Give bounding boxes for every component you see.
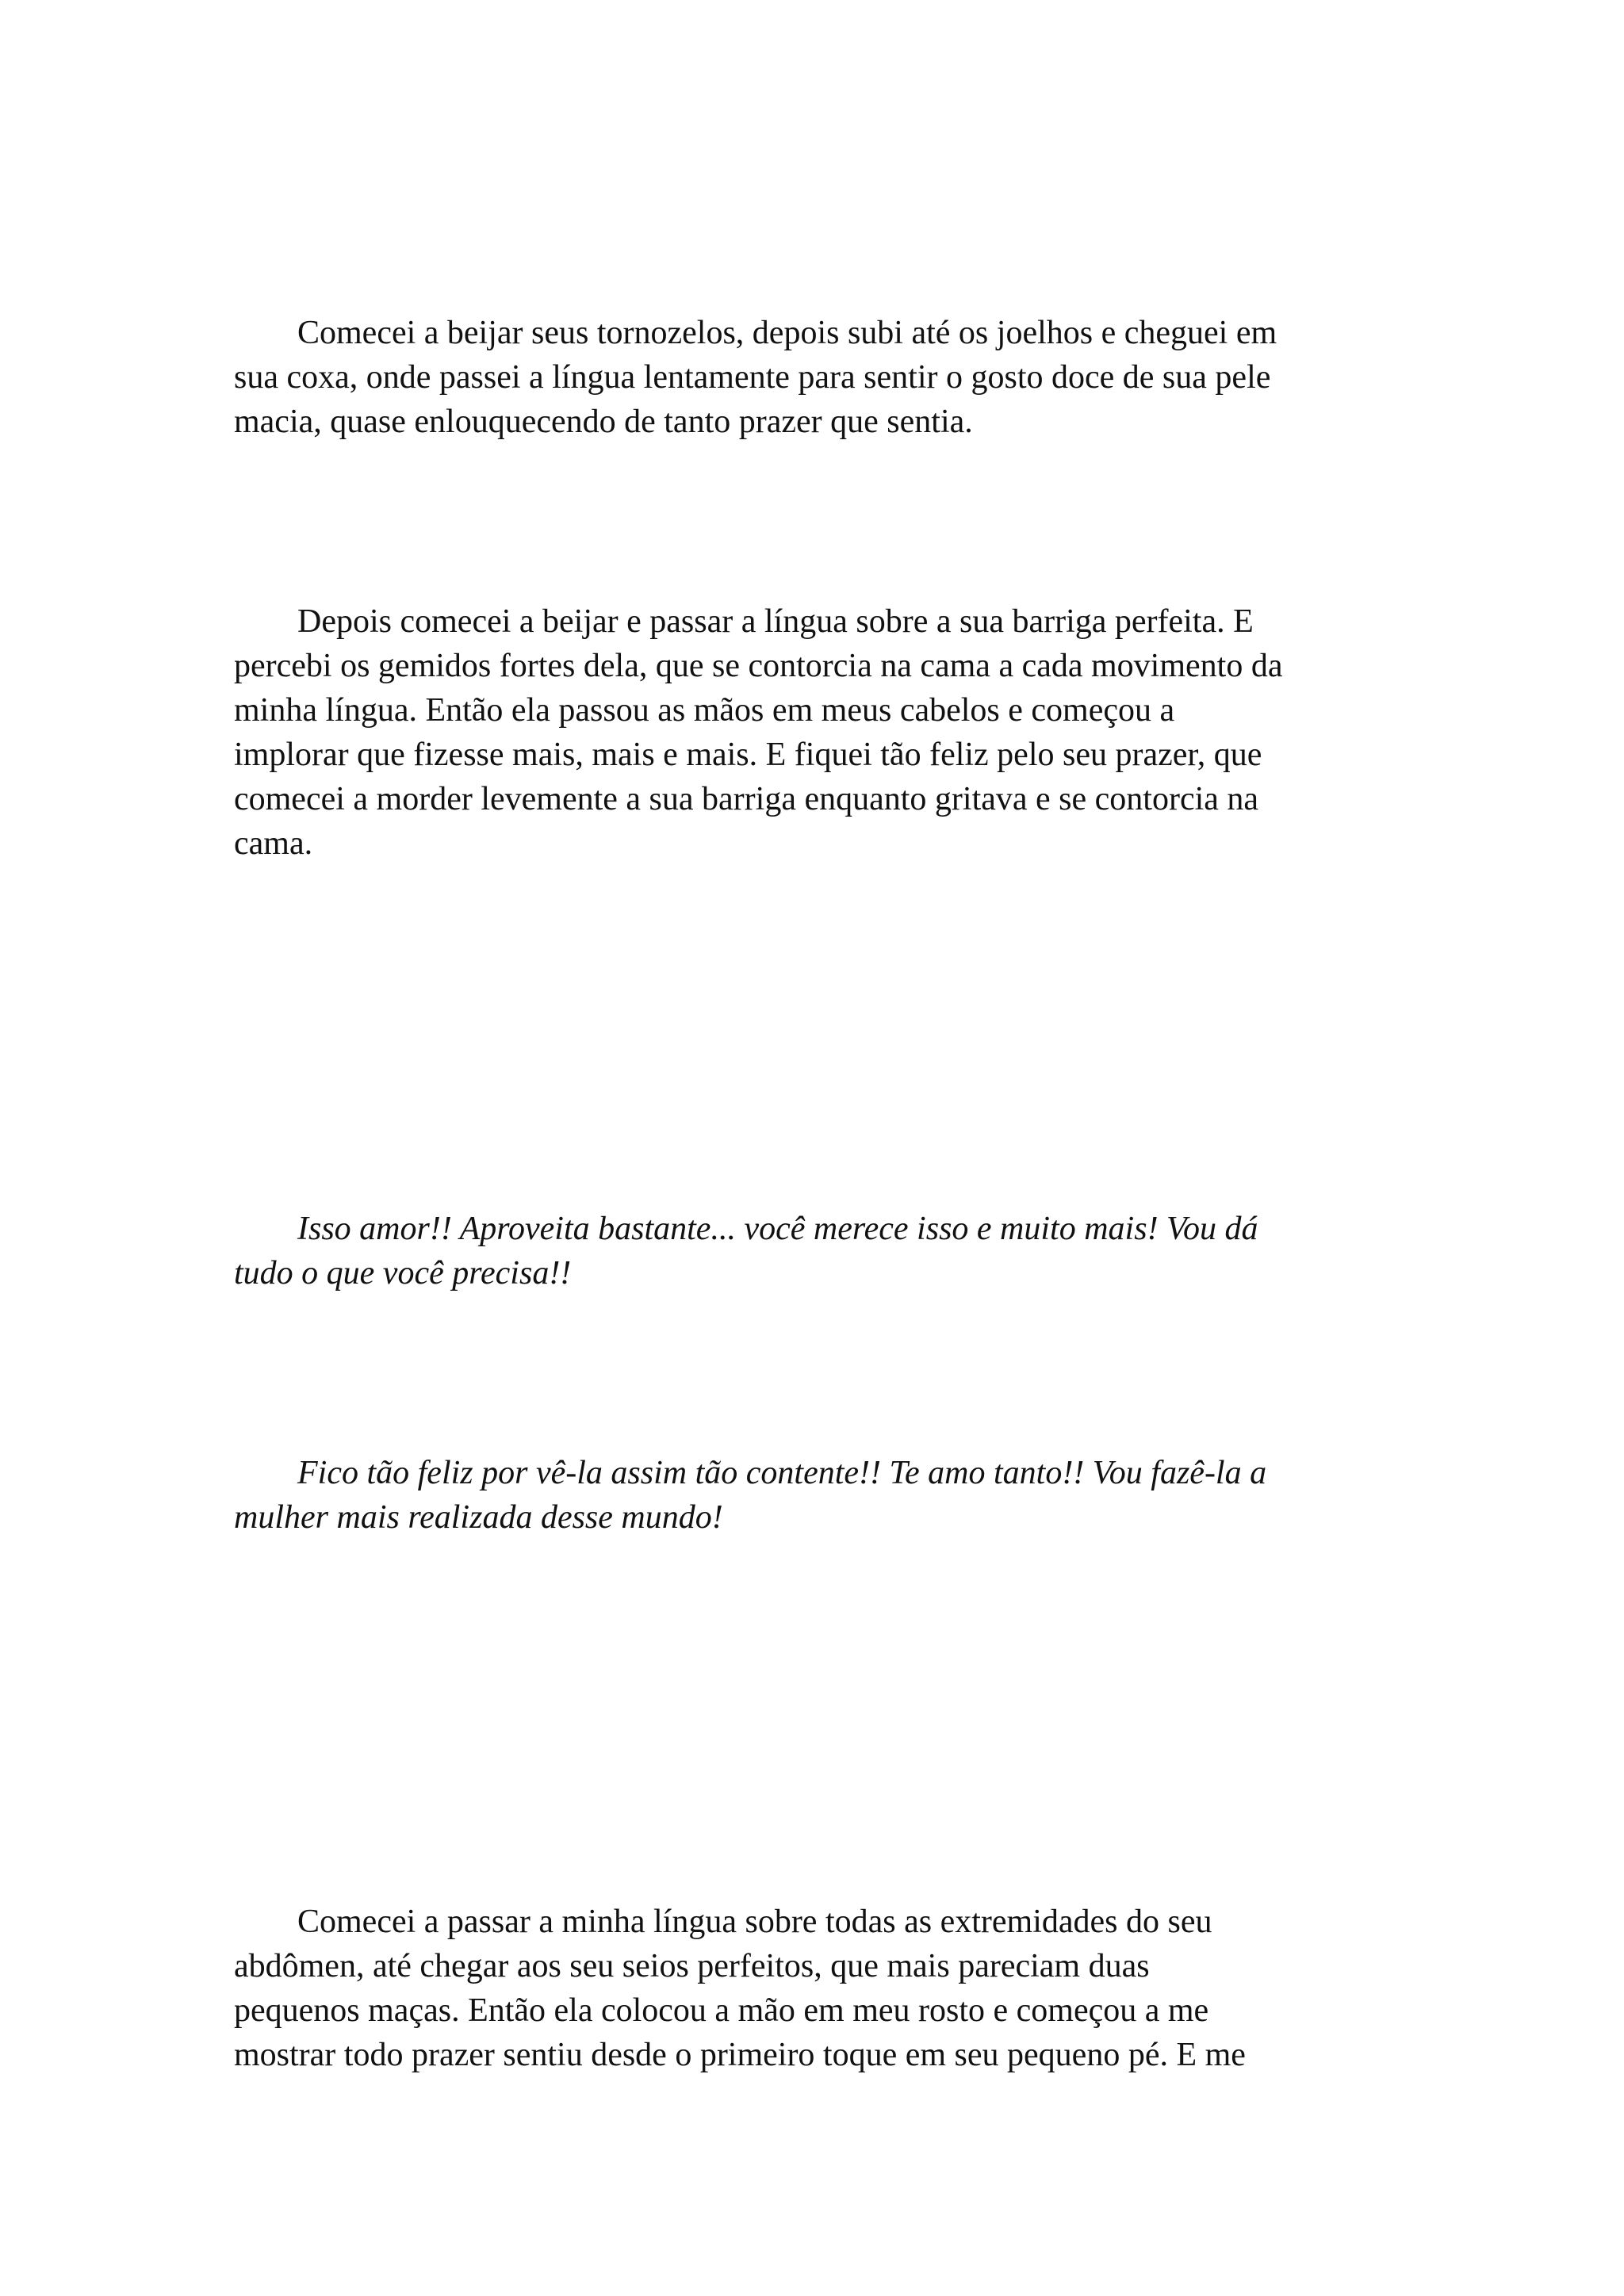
paragraph-1: Comecei a beijar seus tornozelos, depois subi até os joelhos e cheguei em sua coxa, onde passei a língua lentamente para sentir o gosto doce de sua pele macia, quase enlouquecendo de tanto prazer que sentia. [234,315,1277,440]
dialogue-line-2: Fico tão feliz por vê-la assim tão contente!! Te amo tanto!! Vou fazê-la a mulher mais realizada desse mundo! [234,1455,1267,1536]
paragraph-2: Depois comecei a beijar e passar a língua sobre a sua barriga perfeita. E percebi os gemidos fortes dela, que se contorcia na cama a cada movimento da minha língua. Então ela passou as mãos em meus cabelos e começou a implorar que fizesse mais, mais e mais. E fiquei tão feliz pelo seu prazer, que comecei a morder levemente a sua barriga enquanto gritava e se contorcia na cama. [234,603,1283,862]
paragraph-3: Comecei a passar a minha língua sobre todas as extremidades do seu abdômen, até chegar aos seu seios perfeitos, que mais pareciam duas pequenos maças. Então ela colocou a mão em meu rosto e começou a me mostrar todo prazer sentiu desde o primeiro toque em seu pequeno pé. E me [234,1904,1246,2073]
dialogue-line-1: Isso amor!! Aproveita bastante... você merece isso e muito mais! Vou dá tudo o que você precisa!! [234,1211,1258,1292]
